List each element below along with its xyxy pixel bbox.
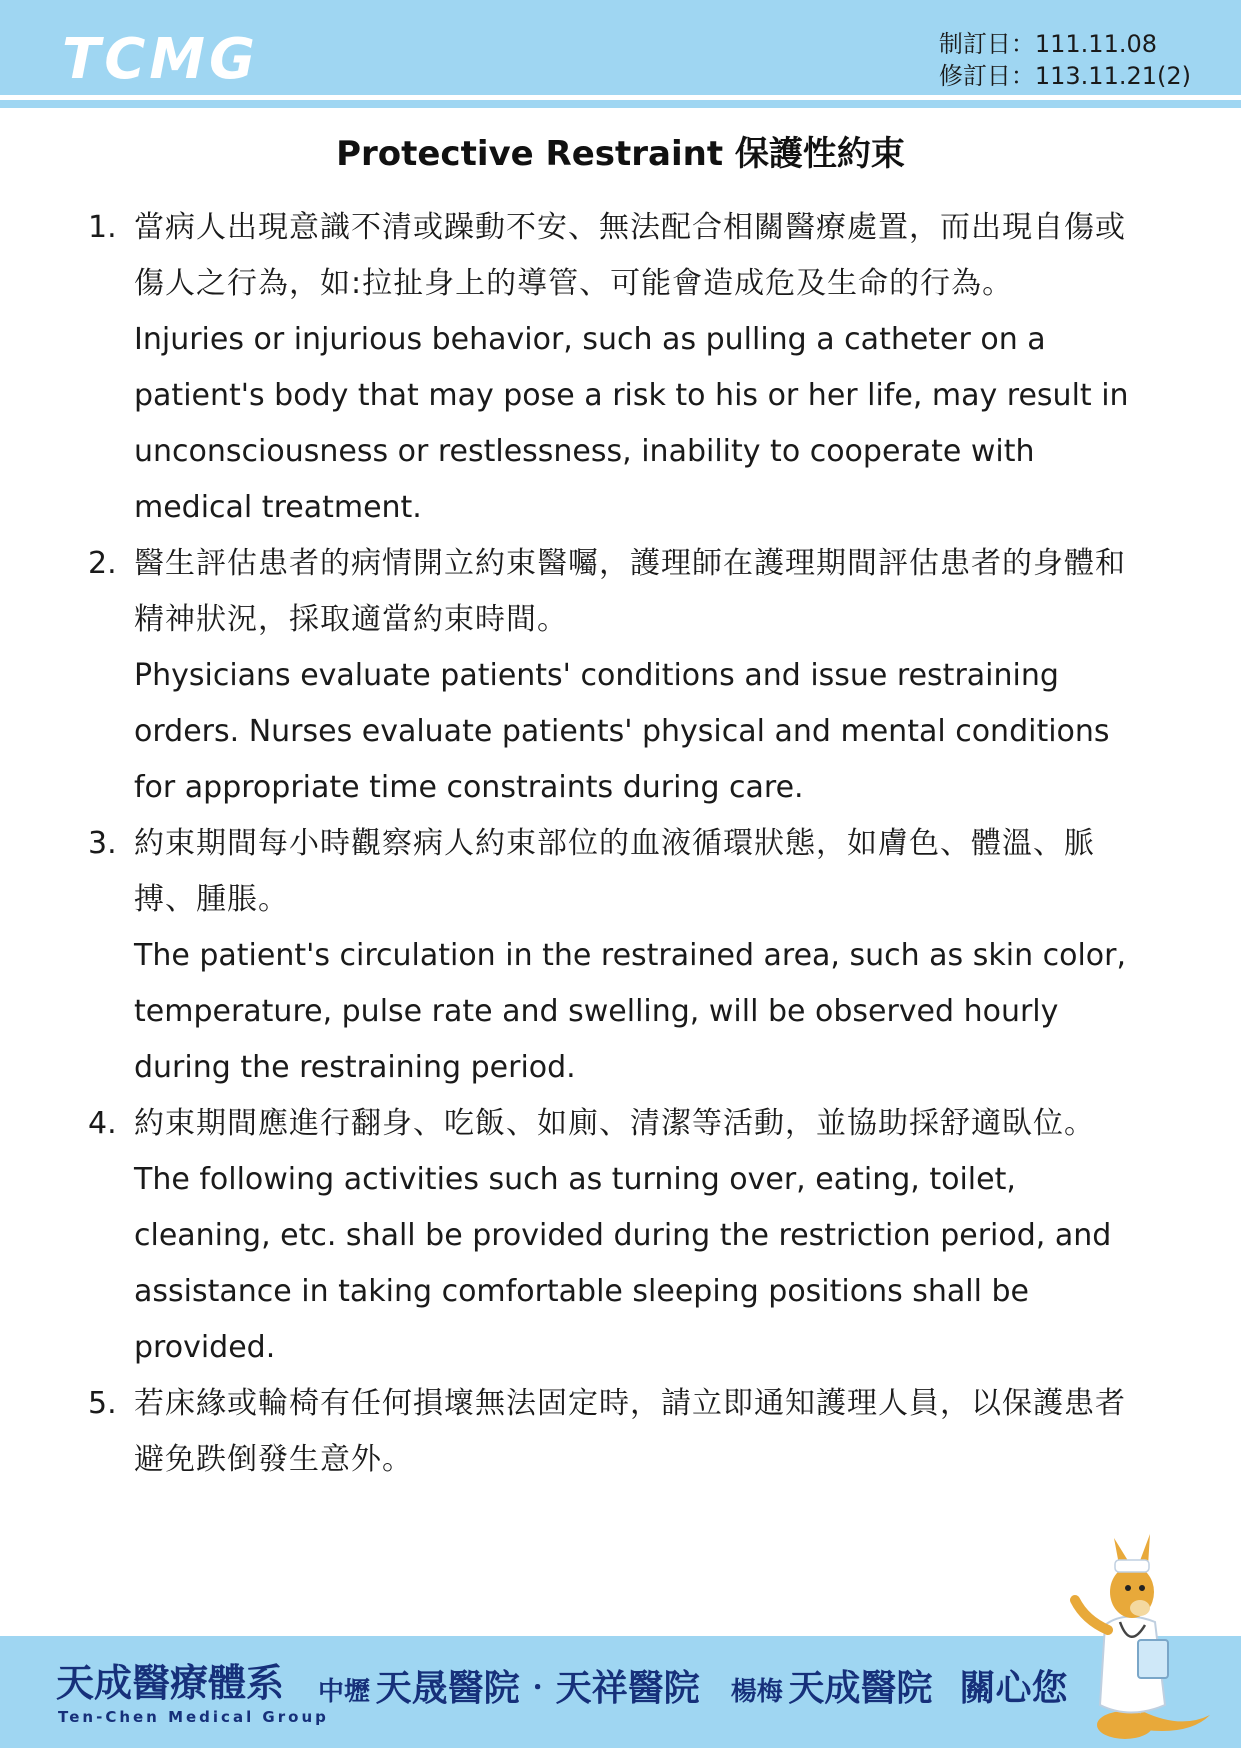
revised-date: 修訂日：113.11.21(2) [938, 62, 1191, 90]
kangaroo-mascot-icon [1070, 1530, 1220, 1750]
tcmg-logo: TCMG [62, 27, 259, 92]
item-text-en: The following activities such as turning over, eating, toilet, cleaning, etc. shall be provided during the restriction period, and assistance in taking comfortable sleeping positions shall be provided. [134, 1162, 1112, 1365]
item-number: 1. [88, 210, 117, 245]
item-text-zh: 當病人出現意識不清或躁動不安、無法配合相關醫療處置，而出現自傷或傷人之行為，如:拉扯身上的導管、可能會造成危及生命的行為。 [134, 210, 1126, 301]
list-item [88, 816, 1148, 1096]
slogan: 關心您 [959, 1667, 1068, 1709]
instruction-list [88, 200, 1148, 1488]
page-title: Protective Restraint 保護性約束 [336, 134, 905, 174]
item-number: 5. [88, 1386, 117, 1421]
item-text-en: Injuries or injurious behavior, such as pulling a catheter on a patient's body that may pose a risk to his or her life, may result in unconsciousness or restlessness, inability to cooperate with medical treatment. [134, 322, 1129, 525]
item-text-zh: 若床緣或輪椅有任何損壞無法固定時，請立即通知護理人員，以保護患者避免跌倒發生意外。 [134, 1386, 1126, 1477]
item-number: 4. [88, 1106, 117, 1141]
hospital-name: 天晟醫院‧天祥醫院 [375, 1667, 700, 1709]
list-item [88, 1096, 1148, 1376]
hospital-name: 天成醫院 [788, 1667, 933, 1709]
item-text-zh: 醫生評估患者的病情開立約束醫囑，護理師在護理期間評估患者的身體和精神狀況，採取適當約束時間。 [134, 546, 1126, 637]
list-item [88, 200, 1148, 536]
item-text-en: The patient's circulation in the restrained area, such as skin color, temperature, pulse rate and swelling, will be observed hourly during the restraining period. [134, 938, 1127, 1085]
list-item [88, 1376, 1148, 1488]
brand-name-en: Ten-Chen Medical Group [58, 1708, 329, 1726]
list-item [88, 536, 1148, 816]
item-number: 2. [88, 546, 117, 581]
created-date: 制訂日：111.11.08 [938, 30, 1158, 58]
brand-name: 天成醫療體系 [56, 1660, 285, 1705]
header-divider [0, 100, 1241, 108]
item-text-en: Physicians evaluate patients' conditions and issue restraining orders. Nurses evaluate patients' physical and mental conditions for appropriate time constraints during care. [134, 658, 1110, 805]
document-dates [939, 28, 1191, 92]
item-text-zh: 約束期間每小時觀察病人約束部位的血液循環狀態，如膚色、體溫、脈搏、腫脹。 [134, 826, 1095, 917]
location-label: 中壢 [318, 1677, 371, 1707]
hospital-list [318, 1667, 1068, 1709]
item-number: 3. [88, 826, 117, 861]
location-label: 楊梅 [730, 1677, 783, 1707]
item-text-zh: 約束期間應進行翻身、吃飯、如廁、清潔等活動，並協助採舒適臥位。 [134, 1106, 1095, 1141]
